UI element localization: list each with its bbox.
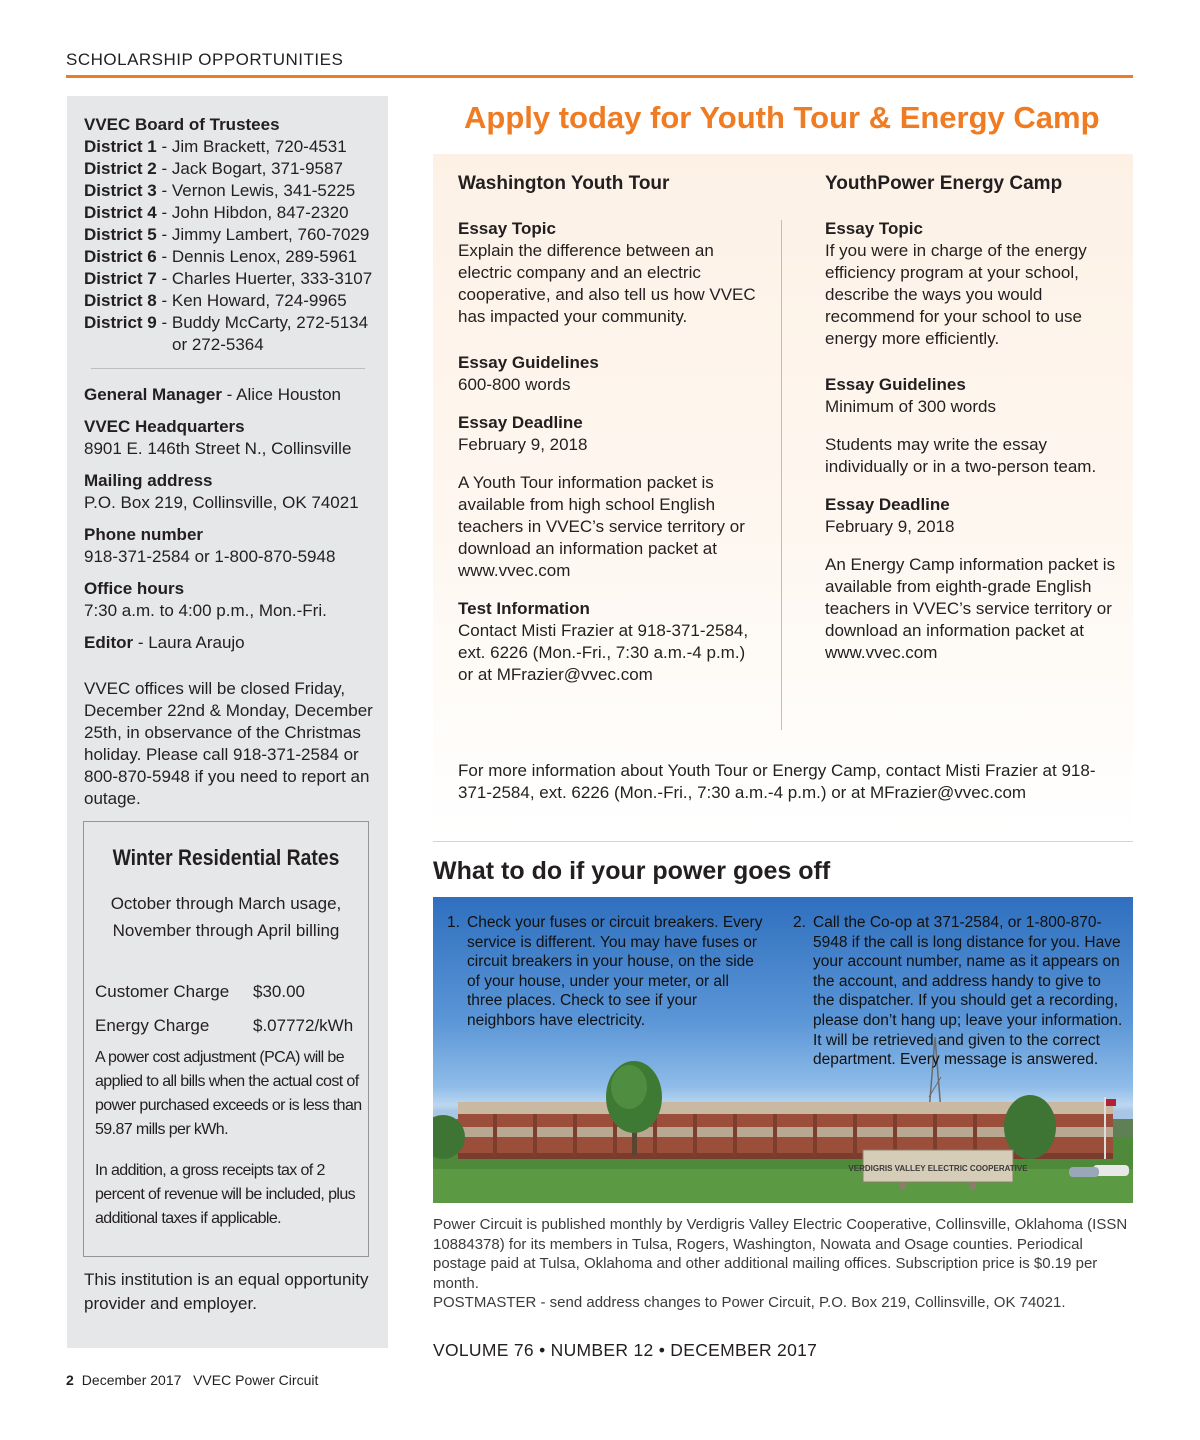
apply-title: Apply today for Youth Tour & Energy Camp <box>464 100 1100 135</box>
board-title: VVEC Board of Trustees <box>84 115 280 134</box>
energy-charge-row: Energy Charge $.07772/kWh <box>95 1016 354 1035</box>
more-info-contact: For more information about Youth Tour or Energy Camp, contact Misti Frazier at 918-371-2584, ext. 6226 (Mon.-Fri., 7:30 a.m.-4 p.m.) or at MFrazier@vvec.com <box>458 761 1096 802</box>
closure-notice: VVEC offices will be closed Friday, December 22nd & Monday, December 25th, in observance of the Christmas holiday. Please call 918-371-2584 or 800-870-5948 if you need to report an outage. <box>84 679 373 808</box>
editor: Editor - Laura Araujo <box>84 633 245 652</box>
volume-line: VOLUME 76 • NUMBER 12 • DECEMBER 2017 <box>433 1340 818 1360</box>
district-9-alt-phone: or 272-5364 <box>172 335 264 354</box>
step-1-text: Check your fuses or circuit breakers. Every service is different. You may have fuses or circuit breakers in your house, on the side of your house, under your meter, or all three places. Check to see if your neighbors have electricity. <box>467 914 763 1029</box>
essay-deadline-label: Essay Deadline <box>825 495 950 514</box>
district-row: District 4 - John Hibdon, 847-2320 <box>84 203 349 222</box>
phone-number: Phone number 918-371-2584 or 1-800-870-5948 <box>84 525 336 566</box>
essay-topic-label: Essay Topic <box>458 219 556 238</box>
publication-name: VVEC Power Circuit <box>193 1372 319 1388</box>
building-sign-text: VERDIGRIS VALLEY ELECTRIC COOPERATIVE <box>848 1164 1028 1173</box>
customer-charge-row: Customer Charge $30.00 <box>95 982 305 1001</box>
postmaster-note: POSTMASTER - send address changes to Power Circuit, P.O. Box 219, Collinsville, OK 74021. <box>433 1294 1066 1312</box>
district-row: District 9 - Buddy McCarty, 272-5134 <box>84 313 369 332</box>
headquarters: VVEC Headquarters 8901 E. 146th Street N., Collinsville <box>84 417 352 458</box>
info-packet-note: A Youth Tour information packet is available from high school English teachers in VVEC’s service territory or download an information packet at www.vvec.com <box>458 473 745 580</box>
test-info: Contact Misti Frazier at 918-371-2584, ext. 6226 (Mon.-Fri., 7:30 a.m.-4 p.m.) or at MFrazier@vvec.com <box>458 621 749 684</box>
district-row: District 7 - Charles Huerter, 333-3107 <box>84 269 373 288</box>
rates-period: October through March usage, November through April billing <box>110 894 342 940</box>
essay-deadline: February 9, 2018 <box>825 517 955 536</box>
essay-deadline-label: Essay Deadline <box>458 413 583 432</box>
equal-opportunity-statement: This institution is an equal opportunity provider and employer. <box>84 1270 369 1313</box>
test-info-label: Test Information <box>458 599 590 618</box>
page-number: 2 <box>66 1372 74 1388</box>
office-hours: Office hours 7:30 a.m. to 4:00 p.m., Mon.-Fri. <box>84 579 327 620</box>
youth-programs-box <box>433 154 1133 836</box>
issue-date: December 2017 <box>81 1372 182 1388</box>
power-outage-title: What to do if your power goes off <box>433 857 831 885</box>
essay-topic: Explain the difference between an electric company and an electric cooperative, and also tell us how VVEC has impacted your community. <box>458 241 756 326</box>
energy-camp-column <box>825 172 1125 664</box>
step-1-number: 1. <box>447 914 460 931</box>
header-rule <box>66 75 1133 78</box>
district-row: District 3 - Vernon Lewis, 341-5225 <box>84 181 356 200</box>
publication-statement: Power Circuit is published monthly by Verdigris Valley Electric Cooperative, Collinsville, Oklahoma (ISSN 10884378) for its members in Tulsa, Rogers, Washington, Nowata and Osage counties. Periodical postage paid at Tulsa, Oklahoma and other additional mailing offices. Subscription price is $0.19 per month. <box>433 1216 1128 1292</box>
page-footer <box>66 1372 318 1388</box>
column-divider <box>781 220 782 730</box>
essay-guidelines-label: Essay Guidelines <box>458 353 599 372</box>
youth-tour-title: Washington Youth Tour <box>458 173 670 194</box>
headquarters-photo <box>433 897 1133 1203</box>
essay-topic-label: Essay Topic <box>825 219 923 238</box>
board-of-trustees <box>84 114 372 356</box>
step-2 <box>793 913 1123 1070</box>
district-row: District 6 - Dennis Lenox, 289-5961 <box>84 247 358 266</box>
essay-topic: If you were in charge of the energy efficiency program at your school, describe the ways you would recommend for your school to use energy more efficiently. <box>825 241 1087 348</box>
energy-camp-title: YouthPower Energy Camp <box>825 173 1063 194</box>
pca-note: A power cost adjustment (PCA) will be applied to all bills when the actual cost of power purchased exceeds or is less than 59.87 mills per kWh. <box>95 1049 362 1138</box>
step-2-text: Call the Co-op at 371-2584, or 1-800-870-5948 if the call is long distance for you. Have your account number, name as it appears on the account, and address handy to give to the dispatcher. If you should get a recording, please don’t hang up; leave your information. It will be retrieved and given to the correct department. Every message is answered. <box>813 914 1123 1069</box>
essay-guidelines: 600-800 words <box>458 375 571 394</box>
essay-guidelines: Minimum of 300 words <box>825 397 997 416</box>
mailing-address: Mailing address P.O. Box 219, Collinsville, OK 74021 <box>84 471 359 512</box>
essay-guidelines-label: Essay Guidelines <box>825 375 966 394</box>
step-2-number: 2. <box>793 914 806 931</box>
district-row: District 2 - Jack Bogart, 371-9587 <box>84 159 343 178</box>
team-note: Students may write the essay individually or in a two-person team. <box>825 435 1097 476</box>
tax-note: In addition, a gross receipts tax of 2 percent of revenue will be included, plus additional taxes if applicable. <box>95 1162 356 1227</box>
info-packet-note: An Energy Camp information packet is available from eighth-grade English teachers in VVEC’s service territory or download an information packet at www.vvec.com <box>825 555 1116 662</box>
section-header: SCHOLARSHIP OPPORTUNITIES <box>66 50 344 69</box>
district-row: District 8 - Ken Howard, 724-9965 <box>84 291 347 310</box>
sidebar-divider <box>91 368 365 369</box>
general-manager: General Manager - Alice Houston <box>84 385 342 404</box>
publication-info <box>433 1215 1133 1313</box>
winter-rates-box <box>83 821 369 1257</box>
district-row: District 1 - Jim Brackett, 720-4531 <box>84 137 347 156</box>
contact-info <box>84 384 359 664</box>
youth-tour-column <box>458 172 758 686</box>
sidebar <box>67 96 388 1348</box>
district-row: District 5 - Jimmy Lambert, 760-7029 <box>84 225 370 244</box>
essay-deadline: February 9, 2018 <box>458 435 588 454</box>
rates-title: Winter Residential Rates <box>112 845 340 870</box>
section-divider <box>433 841 1133 842</box>
step-1 <box>447 913 767 1031</box>
